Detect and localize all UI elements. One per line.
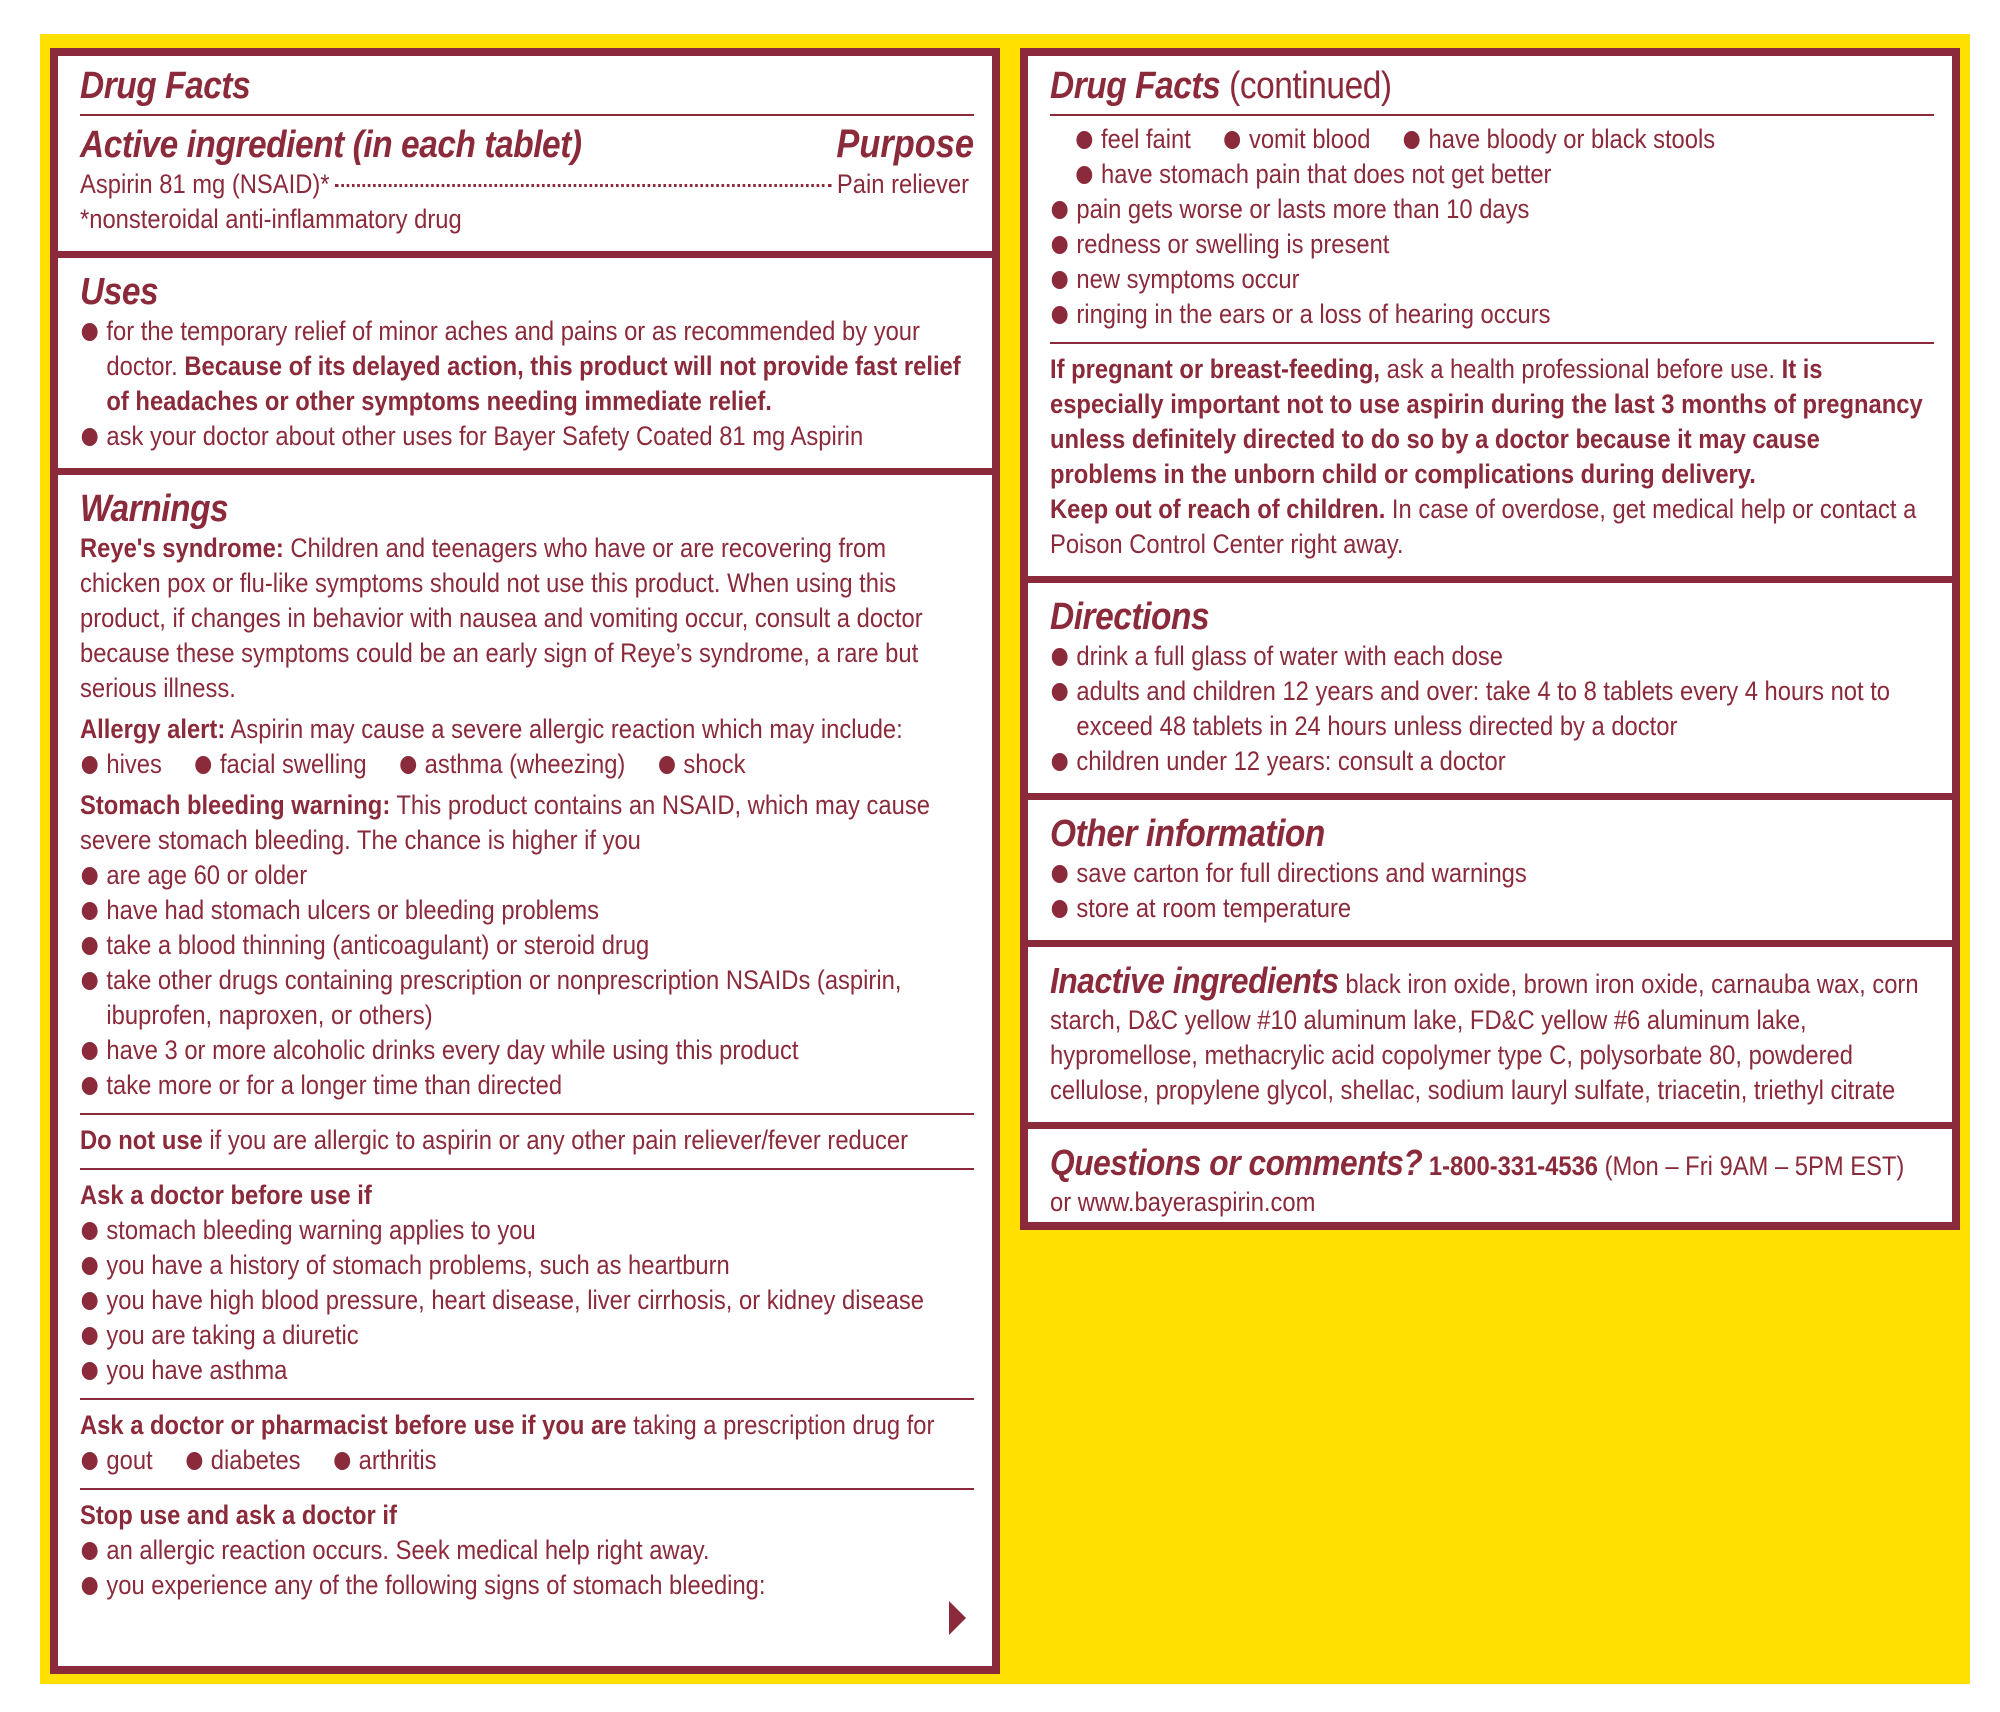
ingredient-purpose: Pain reliever <box>836 169 969 199</box>
continued-section <box>1028 56 1952 583</box>
do-not-use: Do not use if you are allergic to aspirin or any other pain reliever/fever reducer <box>80 1125 908 1155</box>
allergy-list: hives facial swelling asthma (wheezing) shock <box>80 747 969 782</box>
ask-doctor-heading: Ask a doctor before use if <box>80 1180 372 1210</box>
keep-out-of-reach: Keep out of reach of children. In case of overdose, get medical help or contact a Poison Control Center right away. <box>1050 494 1917 559</box>
questions-section <box>1028 1129 1952 1234</box>
drug-facts-continued-title: Drug Facts (continued) <box>1050 65 1392 107</box>
uses-section <box>58 258 992 475</box>
list-item: take more or for a longer time than directed <box>80 1068 969 1103</box>
uses-heading: Uses <box>80 271 159 313</box>
drug-facts-panel-left <box>50 48 1000 1674</box>
list-item: you have high blood pressure, heart disease, liver cirrhosis, or kidney disease <box>80 1283 969 1318</box>
list-item: you have asthma <box>80 1353 969 1388</box>
list-item: you experience any of the following signs of stomach bleeding: <box>80 1568 969 1603</box>
signs-list: feel faint vomit blood have bloody or black stools <box>1050 122 1929 157</box>
list-item: take other drugs containing prescription or nonprescription NSAIDs (aspirin, ibuprofen, naproxen, or others) <box>80 963 969 1033</box>
reye-warning: Reye's syndrome: Children and teenagers who have or are recovering from chicken pox or flu-like symptoms should not use this product. When using this product, if changes in behavior with nausea and vomiting occur, consult a doctor because these symptoms could be an early sign of Reye’s syndrome, a rare but serious illness. <box>80 533 923 703</box>
list-item: have had stomach ulcers or bleeding problems <box>80 893 969 928</box>
pregnancy-warning: If pregnant or breast-feeding, ask a health professional before use. It is especially important not to use aspirin during the last 3 months of pregnancy unless definitely directed to do so by a doctor because it may cause problems in the unborn child or complications during delivery. <box>1050 354 1923 489</box>
stop-use-heading: Stop use and ask a doctor if <box>80 1500 397 1530</box>
warnings-heading: Warnings <box>80 488 229 530</box>
directions-section <box>1028 583 1952 800</box>
list-item: pain gets worse or lasts more than 10 days <box>1050 192 1929 227</box>
inactive-ingredients: Inactive ingredients black iron oxide, brown iron oxide, carnauba wax, corn starch, D&C yellow #10 aluminum lake, FD&C yellow #6 aluminum lake, hypromellose, methacrylic acid copolymer type C, polysorbate 80, powdered cellulose, propylene glycol, shellac, sodium lauryl sulfate, triacetin, triethyl citrate <box>1050 960 1919 1105</box>
uses-item: for the temporary relief of minor aches and pains or as recommended by your doctor. Because of its delayed action, this product will not provide fast relief of headaches or other symptoms needing immediate relief. <box>80 314 969 419</box>
list-item: drink a full glass of water with each dose <box>1050 639 1929 674</box>
list-item: children under 12 years: consult a doctor <box>1050 744 1929 779</box>
other-information-heading: Other information <box>1050 813 1325 855</box>
list-item: save carton for full directions and warnings <box>1050 856 1929 891</box>
website[interactable]: or www.bayeraspirin.com <box>1050 1187 1316 1217</box>
list-item: adults and children 12 years and over: take 4 to 8 tablets every 4 hours not to exceed 48 tablets in 24 hours unless directed by a doctor <box>1050 674 1929 744</box>
list-item: redness or swelling is present <box>1050 227 1929 262</box>
list-item: stomach bleeding warning applies to you <box>80 1213 969 1248</box>
inactive-ingredients-section <box>1028 947 1952 1129</box>
list-item: you have a history of stomach problems, such as heartburn <box>80 1248 969 1283</box>
questions-line: Questions or comments? 1-800-331-4536 (Mon – Fri 9AM – 5PM EST) <box>1050 1142 1905 1183</box>
warnings-section <box>58 475 992 1657</box>
list-item: store at room temperature <box>1050 891 1929 926</box>
active-ingredient-section <box>58 56 992 258</box>
ask-pharmacist: Ask a doctor or pharmacist before use if you are taking a prescription drug for <box>80 1410 935 1440</box>
list-item: ringing in the ears or a loss of hearing occurs <box>1050 297 1929 332</box>
phone-number: 1-800-331-4536 <box>1428 1151 1599 1181</box>
purpose-heading: Purpose <box>836 122 974 166</box>
list-item: have 3 or more alcoholic drinks every day while using this product <box>80 1033 969 1068</box>
drug-facts-panel-right <box>1020 48 1960 1230</box>
active-ingredient-heading: Active ingredient (in each tablet) <box>80 124 582 166</box>
list-item: new symptoms occur <box>1050 262 1929 297</box>
pharmacist-list: gout diabetes arthritis <box>80 1443 969 1478</box>
stomach-warning: Stomach bleeding warning: This product contains an NSAID, which may cause severe stomach bleeding. The chance is higher if you <box>80 790 930 855</box>
drug-facts-title: Drug Facts <box>80 65 251 107</box>
list-item: an allergic reaction occurs. Seek medical help right away. <box>80 1533 969 1568</box>
uses-item: ask your doctor about other uses for Bayer Safety Coated 81 mg Aspirin <box>80 419 969 454</box>
list-item: are age 60 or older <box>80 858 969 893</box>
list-item: you are taking a diuretic <box>80 1318 969 1353</box>
footnote: *nonsteroidal anti-inflammatory drug <box>80 204 462 234</box>
allergy-alert: Allergy alert: Aspirin may cause a severe allergic reaction which may include: <box>80 714 903 744</box>
ingredient-name: Aspirin 81 mg (NSAID)* <box>80 169 330 199</box>
list-item: have stomach pain that does not get better <box>1050 157 1929 192</box>
continue-arrow-icon <box>949 1601 966 1635</box>
list-item: take a blood thinning (anticoagulant) or steroid drug <box>80 928 969 963</box>
other-information-section <box>1028 800 1952 947</box>
directions-heading: Directions <box>1050 596 1210 638</box>
